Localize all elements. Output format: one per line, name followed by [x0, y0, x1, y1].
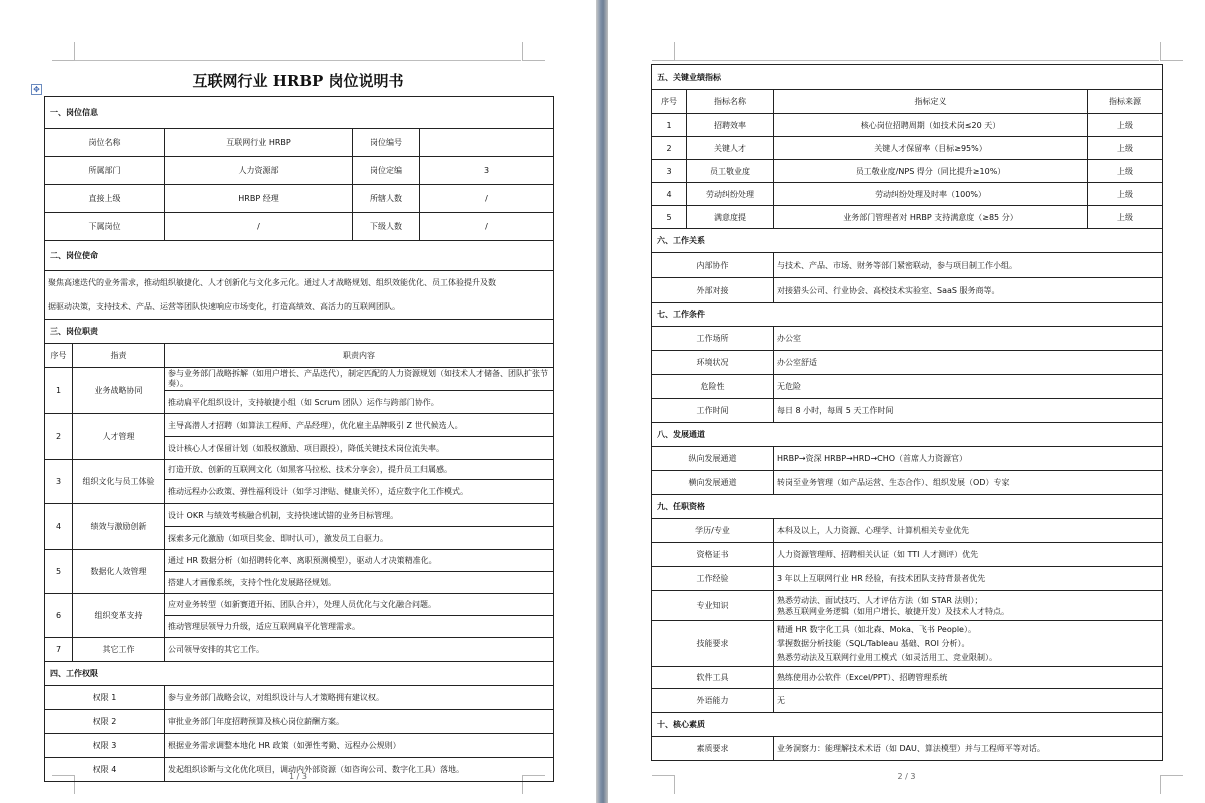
duty-content: 推动远程办公政策、弹性福利设计（如学习津贴、健康关怀），适应数字化工作模式。 — [165, 480, 554, 504]
field-value: 互联网行业 HRBP — [165, 129, 353, 157]
section-heading: 八、发展通道 — [652, 423, 1163, 447]
qualification-text — [774, 591, 1163, 621]
relation-text: 对接猎头公司、行业协会、高校技术实验室、SaaS 服务商等。 — [774, 278, 1163, 303]
kpi-name: 劳动纠纷处理 — [687, 183, 774, 206]
qualification-line: 精通 HR 数字化工具（如北森、Moka、飞书 People）。 — [777, 624, 976, 634]
section-heading: 二、岗位使命 — [45, 241, 554, 271]
field-label: 所辖人数 — [353, 185, 420, 213]
column-header: 序号 — [45, 344, 73, 368]
authority-text: 发起组织诊断与文化优化项目，调动内外部资源（如咨询公司、数字化工具）落地。 — [165, 758, 554, 782]
authority-label: 权限 3 — [45, 734, 165, 758]
career-label: 横向发展通道 — [652, 471, 774, 495]
duty-content: 参与业务部门战略拆解（如用户增长、产品迭代），制定匹配的人力资源规划（如技术人才储备、团队扩张节奏）。 — [165, 368, 554, 391]
condition-text: 办公室 — [774, 327, 1163, 351]
condition-text: 每日 8 小时，每周 5 天工作时间 — [774, 399, 1163, 423]
row-number: 1 — [652, 114, 687, 137]
qualification-text: 人力资源管理师、招聘相关认证（如 TTI 人才测评）优先 — [774, 543, 1163, 567]
duty-name: 人才管理 — [73, 414, 165, 460]
qualification-text — [774, 621, 1163, 667]
section-heading: 一、岗位信息 — [45, 97, 554, 129]
career-label: 纵向发展通道 — [652, 447, 774, 471]
job-description-table-2 — [651, 64, 1163, 761]
duty-content: 推动管理层领导力升级，适应互联网扁平化管理需求。 — [165, 616, 554, 638]
row-number: 7 — [45, 638, 73, 662]
field-label: 岗位定编 — [353, 157, 420, 185]
field-label: 所属部门 — [45, 157, 165, 185]
page-corner-mark — [652, 42, 675, 61]
competency-label: 素质要求 — [652, 737, 774, 761]
condition-label: 工作场所 — [652, 327, 774, 351]
duty-content: 设计 OKR 与绩效考核融合机制，支持快速试错的业务目标管理。 — [165, 504, 554, 527]
duty-content: 搭建人才画像系统，支持个性化发展路径规划。 — [165, 572, 554, 594]
qualification-line: 熟悉劳动法、面试技巧、人才评估方法（如 STAR 法则）； — [777, 595, 983, 605]
header-line — [75, 60, 521, 61]
section-heading: 十、核心素质 — [652, 713, 1163, 737]
field-label: 直接上级 — [45, 185, 165, 213]
relation-label: 外部对接 — [652, 278, 774, 303]
duty-content: 探索多元化激励（如项目奖金、即时认可），激发员工自驱力。 — [165, 527, 554, 550]
mission-text: 聚焦高速迭代的业务需求，推动组织敏捷化、人才创新化与文化多元化。通过人才战略规划、组织效能优化、员工体验提升及数 据驱动决策，支持技术、产品、运营等团队快速响应市场变化，打造高绩效、高活力的互联网团队。 — [45, 271, 554, 320]
kpi-name: 满意度提 — [687, 206, 774, 229]
column-header: 指标来源 — [1088, 90, 1163, 114]
field-value: 3 — [420, 157, 554, 185]
condition-label: 危险性 — [652, 375, 774, 399]
row-number: 2 — [45, 414, 73, 460]
table-move-handle-icon[interactable]: ✥ — [31, 84, 42, 95]
page-corner-mark — [1160, 42, 1183, 61]
duty-name: 组织文化与员工体验 — [73, 460, 165, 504]
qualification-line: 掌握数据分析技能（SQL/Tableau 基础、ROI 分析）。 — [777, 638, 970, 648]
relation-text: 与技术、产品、市场、财务等部门紧密联动，参与项目制工作小组。 — [774, 253, 1163, 278]
authority-text: 根据业务需求调整本地化 HR 政策（如弹性考勤、远程办公规则） — [165, 734, 554, 758]
field-value: HRBP 经理 — [165, 185, 353, 213]
duty-content: 通过 HR 数据分析（如招聘转化率、离职预测模型），驱动人才决策精准化。 — [165, 550, 554, 572]
row-number: 5 — [45, 550, 73, 594]
row-number: 1 — [45, 368, 73, 414]
qualification-text: 本科及以上，人力资源、心理学、计算机相关专业优先 — [774, 519, 1163, 543]
kpi-source: 上级 — [1088, 137, 1163, 160]
kpi-definition: 核心岗位招聘周期（如技术岗≤20 天） — [774, 114, 1088, 137]
qualification-label: 工作经验 — [652, 567, 774, 591]
authority-text: 审批业务部门年度招聘预算及核心岗位薪酬方案。 — [165, 710, 554, 734]
duty-content: 主导高潜人才招聘（如算法工程师、产品经理），优化雇主品牌吸引 Z 世代候选人。 — [165, 414, 554, 437]
page-gutter — [596, 0, 608, 803]
qualification-text: 熟练使用办公软件（Excel/PPT）、招聘管理系统 — [774, 667, 1163, 689]
section-heading: 七、工作条件 — [652, 303, 1163, 327]
kpi-definition: 劳动纠纷处理及时率（100%） — [774, 183, 1088, 206]
page-number: 1 / 3 — [289, 772, 307, 781]
section-heading: 九、任职资格 — [652, 495, 1163, 519]
duty-content: 设计核心人才保留计划（如股权激励、项目跟投），降低关键技术岗位流失率。 — [165, 437, 554, 460]
row-number: 4 — [652, 183, 687, 206]
field-label: 岗位编号 — [353, 129, 420, 157]
page-corner-mark — [522, 42, 545, 61]
row-number: 2 — [652, 137, 687, 160]
row-number: 3 — [45, 460, 73, 504]
row-number: 3 — [652, 160, 687, 183]
kpi-source: 上级 — [1088, 160, 1163, 183]
kpi-name: 招聘效率 — [687, 114, 774, 137]
duty-content: 打造开放、创新的互联网文化（如黑客马拉松、技术分享会），提升员工归属感。 — [165, 460, 554, 480]
authority-label: 权限 1 — [45, 686, 165, 710]
column-header: 指责 — [73, 344, 165, 368]
column-header: 序号 — [652, 90, 687, 114]
document-page-2 — [608, 0, 1205, 803]
row-number: 5 — [652, 206, 687, 229]
duty-name: 其它工作 — [73, 638, 165, 662]
qualification-label: 软件工具 — [652, 667, 774, 689]
field-value: 人力资源部 — [165, 157, 353, 185]
kpi-definition: 业务部门管理者对 HRBP 支持满意度（≥85 分） — [774, 206, 1088, 229]
section-heading: 四、工作权限 — [45, 662, 554, 686]
section-heading: 六、工作关系 — [652, 229, 1163, 253]
authority-label: 权限 2 — [45, 710, 165, 734]
kpi-source: 上级 — [1088, 206, 1163, 229]
document-title: 互联网行业 HRBP 岗位说明书 — [192, 72, 404, 90]
duty-name: 数据化人效管理 — [73, 550, 165, 594]
kpi-definition: 员工敬业度/NPS 得分（同比提升≥10%） — [774, 160, 1088, 183]
qualification-label: 专业知识 — [652, 591, 774, 621]
kpi-definition: 关键人才保留率（目标≥95%） — [774, 137, 1088, 160]
header-line — [675, 60, 1159, 61]
competency-text: 业务洞察力：能理解技术术语（如 DAU、算法模型）并与工程师平等对话。 — [774, 737, 1163, 761]
field-label: 下属岗位 — [45, 213, 165, 241]
field-value: / — [420, 185, 554, 213]
duty-content: 推动扁平化组织设计，支持敏捷小组（如 Scrum 团队）运作与跨部门协作。 — [165, 391, 554, 414]
kpi-source: 上级 — [1088, 183, 1163, 206]
duty-name: 绩效与激励创新 — [73, 504, 165, 550]
qualification-text: 3 年以上互联网行业 HR 经验，有技术团队支持背景者优先 — [774, 567, 1163, 591]
qualification-text: 无 — [774, 689, 1163, 713]
column-header: 指标定义 — [774, 90, 1088, 114]
kpi-source: 上级 — [1088, 114, 1163, 137]
job-description-table-1 — [44, 96, 554, 782]
qualification-line: 熟悉互联网业务逻辑（如用户增长、敏捷开发）及技术人才特点。 — [777, 606, 1009, 616]
qualification-label: 资格证书 — [652, 543, 774, 567]
field-label: 岗位名称 — [45, 129, 165, 157]
field-value: / — [420, 213, 554, 241]
authority-text: 参与业务部门战略会议，对组织设计与人才策略拥有建议权。 — [165, 686, 554, 710]
column-header: 职责内容 — [165, 344, 554, 368]
duty-content: 应对业务转型（如新赛道开拓、团队合并），处理人员优化与文化融合问题。 — [165, 594, 554, 616]
document-page-1 — [0, 0, 596, 803]
kpi-name: 员工敬业度 — [687, 160, 774, 183]
column-header: 指标名称 — [687, 90, 774, 114]
qualification-label: 学历/专业 — [652, 519, 774, 543]
condition-label: 环境状况 — [652, 351, 774, 375]
page-number: 2 / 3 — [897, 772, 916, 781]
field-value: / — [165, 213, 353, 241]
career-text: HRBP→资深 HRBP→HRD→CHO（首席人力资源官） — [774, 447, 1163, 471]
qualification-label: 技能要求 — [652, 621, 774, 667]
condition-text: 无危险 — [774, 375, 1163, 399]
duty-name: 业务战略协同 — [73, 368, 165, 414]
field-value — [420, 129, 554, 157]
row-number: 4 — [45, 504, 73, 550]
row-number: 6 — [45, 594, 73, 638]
field-label: 下级人数 — [353, 213, 420, 241]
duty-content: 公司领导安排的其它工作。 — [165, 638, 554, 662]
authority-label: 权限 4 — [45, 758, 165, 782]
duty-name: 组织变革支持 — [73, 594, 165, 638]
page-corner-mark — [52, 42, 75, 61]
kpi-name: 关键人才 — [687, 137, 774, 160]
qualification-line: 熟悉劳动法及互联网行业用工模式（如灵活用工、竞业限制）。 — [777, 652, 997, 662]
relation-label: 内部协作 — [652, 253, 774, 278]
section-heading: 五、关键业绩指标 — [652, 65, 1163, 90]
section-heading: 三、岗位职责 — [45, 320, 554, 344]
condition-label: 工作时间 — [652, 399, 774, 423]
career-text: 转岗至业务管理（如产品运营、生态合作）、组织发展（OD）专家 — [774, 471, 1163, 495]
qualification-label: 外语能力 — [652, 689, 774, 713]
condition-text: 办公室舒适 — [774, 351, 1163, 375]
